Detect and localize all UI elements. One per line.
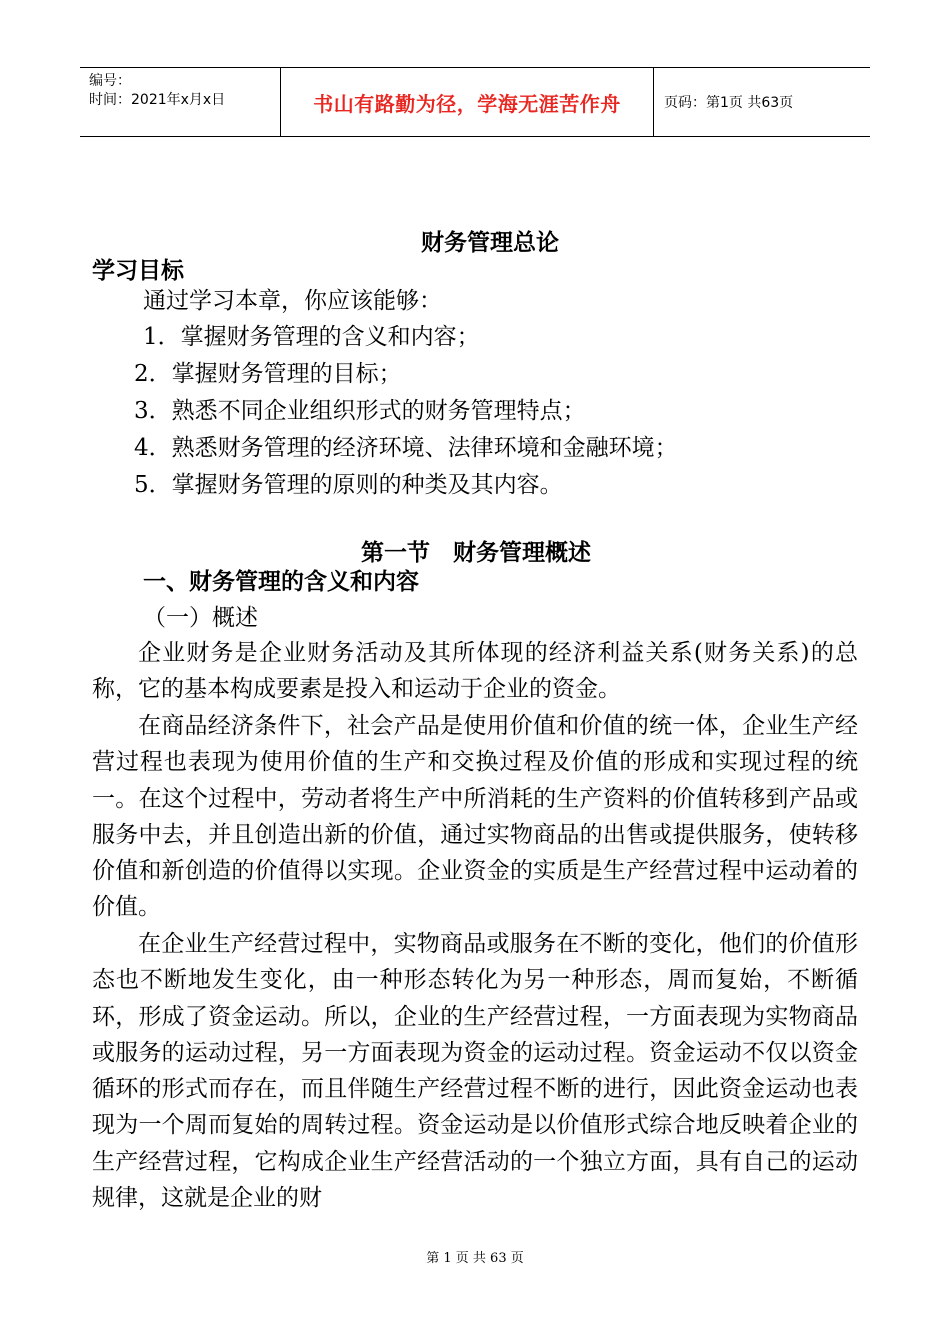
objective-item: 3．熟悉不同企业组织形式的财务管理特点； — [134, 398, 586, 424]
subsection-title: 一、财务管理的含义和内容 — [143, 568, 419, 595]
body-paragraph: 在企业生产经营过程中，实物商品或服务在不断的变化，他们的价值形态也不断地发生变化，由一种形态转化为另一种形态，周而复始，不断循环，形成了资金运动。所以，企业的生产经营过程，一方面表现为实物商品或服务的运动过程，另一方面表现为资金的运动过程。资金运动不仅以资金循环的形式而存在，而且伴随生产经营过程不断的进行，因此资金运动也表现为一个周而复始的周转过程。资金运动是以价值形式综合地反映着企业的生产经营过程，它构成企业生产经营活动的一个独立方面，具有自己的运动规律，这就是企业的财 — [92, 931, 858, 1212]
number-label: 编号： — [89, 73, 131, 89]
objective-item: 4．熟悉财务管理的经济环境、法律环境和金融环境； — [134, 435, 678, 461]
objectives-heading: 学习目标 — [92, 257, 184, 284]
section-title: 第一节 财务管理概述 — [361, 539, 591, 566]
document-title: 财务管理总论 — [421, 229, 559, 256]
body-paragraph: 在商品经济条件下，社会产品是使用价值和价值的统一体，企业生产经营过程也表现为使用价值的生产和交换过程及价值的形成和实现过程的统一。在这个过程中，劳动者将生产中所消耗的生产资料的价值转移到产品或服务中去，并且创造出新的价值，通过实物商品的出售或提供服务，使转移价值和新创造的价值得以实现。企业资金的实质是生产经营过程中运动着的价值。 — [92, 713, 858, 921]
page-footer: 第 1 页 共 63 页 — [426, 1251, 524, 1266]
objective-item: 2．掌握财务管理的目标； — [134, 361, 402, 387]
header-page-cell — [654, 68, 870, 136]
sub-sub-title: （一）概述 — [143, 605, 258, 631]
header-page-info: 页码：第1页 共63页 — [664, 95, 794, 111]
time-label: 时间：2021年x月x日 — [89, 92, 226, 108]
page-header — [80, 67, 870, 137]
objective-item: 1．掌握财务管理的含义和内容； — [143, 324, 480, 350]
objective-item: 5．掌握财务管理的原则的种类及其内容。 — [134, 472, 563, 498]
objectives-intro: 通过学习本章，你应该能够： — [143, 288, 442, 314]
body-paragraph: 企业财务是企业财务活动及其所体现的经济利益关系(财务关系)的总称，它的基本构成要素是投入和运动于企业的资金。 — [92, 640, 858, 703]
header-motto-cell — [281, 68, 654, 136]
header-meta-cell — [80, 68, 281, 136]
header-motto: 书山有路勤为径，学海无涯苦作舟 — [313, 91, 621, 116]
